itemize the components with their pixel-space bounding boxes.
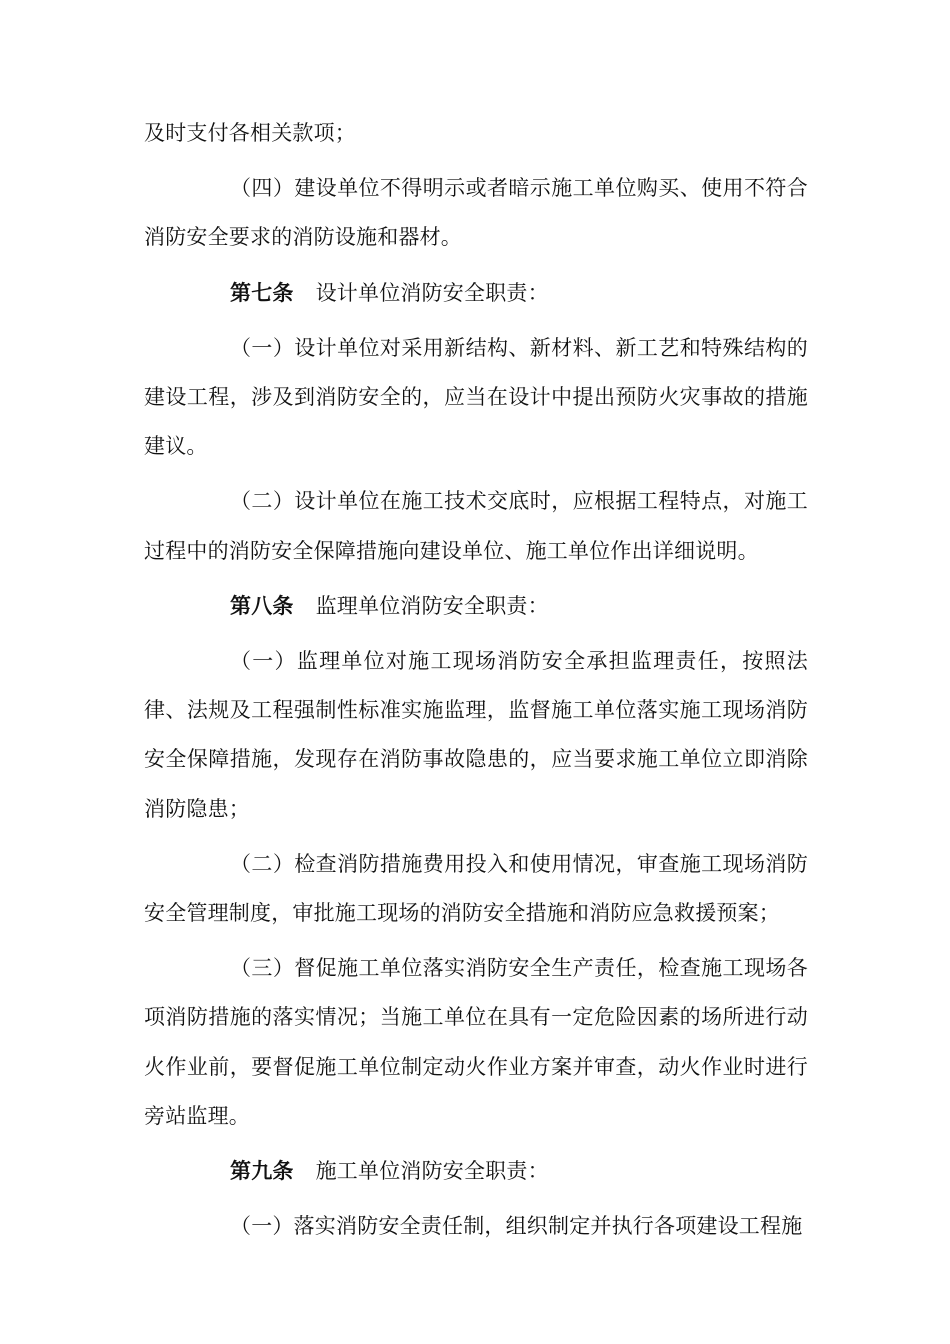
paragraph-construction-unit-4: （四）建设单位不得明示或者暗示施工单位购买、使用不符合消防安全要求的消防设施和器材。 xyxy=(144,176,808,250)
article-7-heading xyxy=(144,269,808,318)
paragraph-design-2: （二）设计单位在施工技术交底时，应根据工程特点，对施工过程中的消防安全保障措施向建设单位、施工单位作出详细说明。 xyxy=(144,489,808,563)
paragraph-supervision-3: （三）督促施工单位落实消防安全生产责任，检查施工现场各项消防措施的落实情况；当施工单位在具有一定危险因素的场所进行动火作业前，要督促施工单位制定动火作业方案并审查，动火作业时进行旁站监理。 xyxy=(144,956,808,1128)
paragraph-supervision-2: （二）检查消防措施费用投入和使用情况，审查施工现场消防安全管理制度，审批施工现场的消防安全措施和消防应急救援预案； xyxy=(144,851,808,926)
paragraph-supervision-1: （一）监理单位对施工现场消防安全承担监理责任，按照法律、法规及工程强制性标准实施监理，监督施工单位落实施工现场消防安全保障措施，发现存在消防事故隐患的，应当要求施工单位立即消除消防隐患； xyxy=(144,649,808,821)
paragraph-design-1: （一）设计单位对采用新结构、新材料、新工艺和特殊结构的建设工程，涉及到消防安全的，应当在设计中提出预防火灾事故的措施建议。 xyxy=(144,335,808,459)
article-8-title: 第八条 xyxy=(230,593,294,618)
article-9-title: 第九条 xyxy=(230,1159,294,1184)
article-8-text: 监理单位消防安全职责： xyxy=(315,593,549,618)
article-7-text: 设计单位消防安全职责： xyxy=(315,280,549,305)
article-9-heading xyxy=(144,1147,808,1196)
paragraph-construction-1: （一）落实消防安全责任制，组织制定并执行各项建设工程施 xyxy=(230,1214,803,1239)
article-8-heading xyxy=(144,582,808,631)
paragraph-payment: 及时支付各相关款项； xyxy=(144,121,356,145)
article-7-title: 第七条 xyxy=(230,280,294,305)
article-9-text: 施工单位消防安全职责： xyxy=(315,1159,549,1184)
